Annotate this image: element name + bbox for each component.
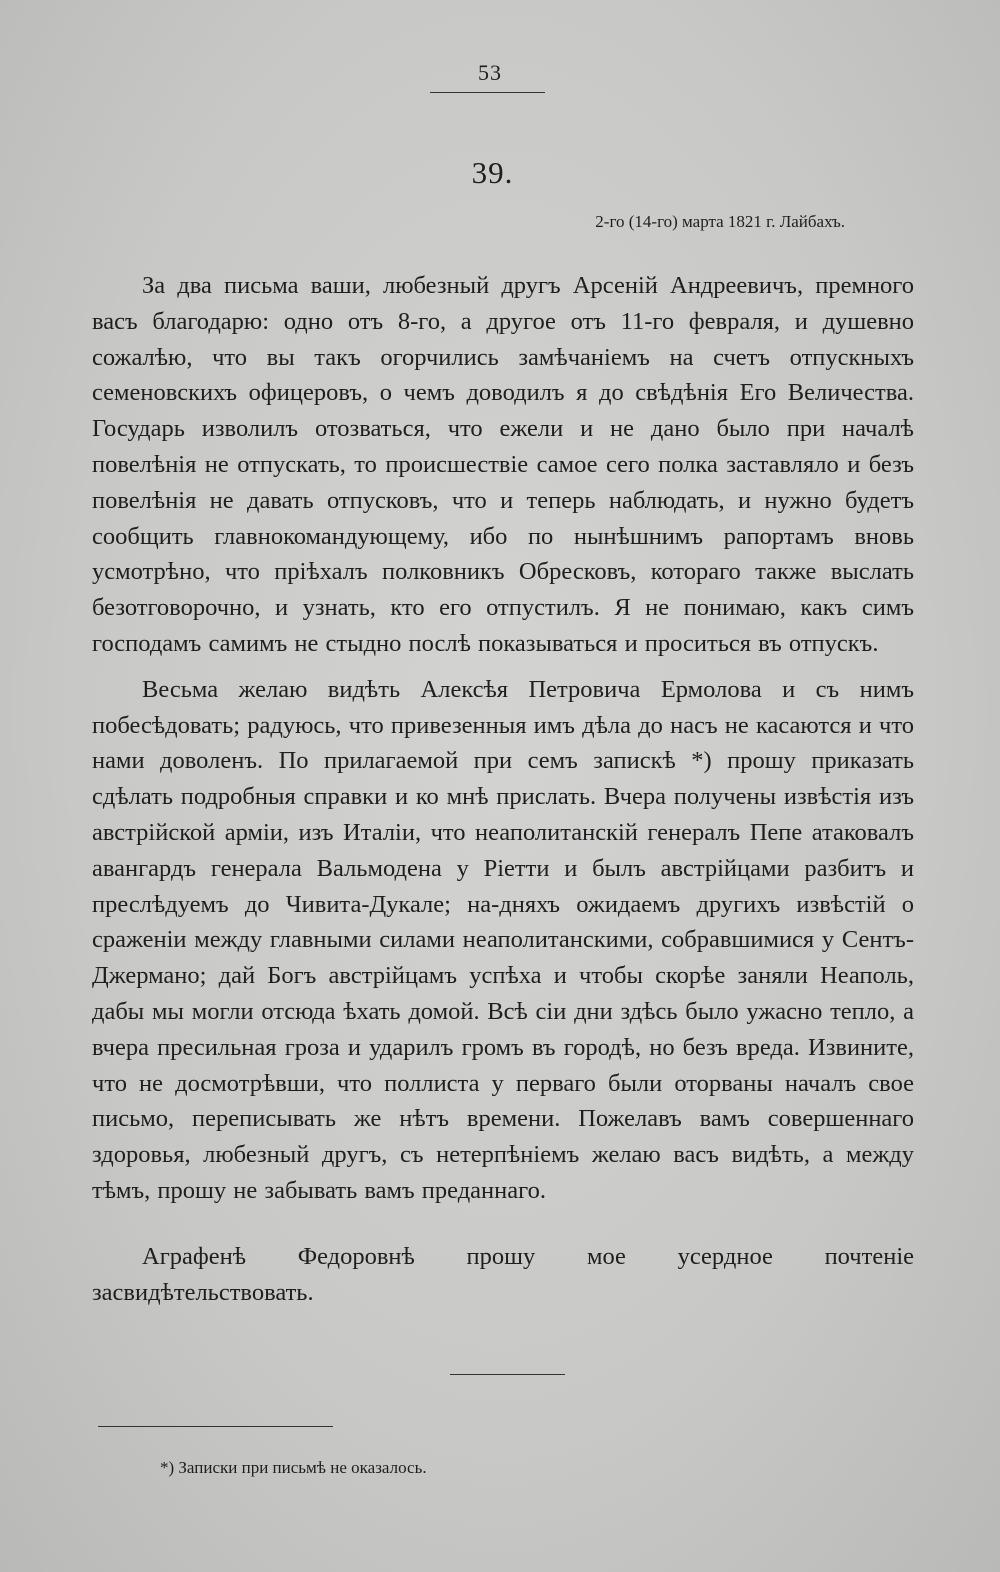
paragraph-1: За два письма ваши, любезный другъ Арсеній Андреевичъ, премного васъ благодарю: одно отъ 8-го, а другое отъ 11-го февраля, и душевно сожалѣю, что вы такъ огорчились замѣчаніемъ на счетъ отпускныхъ семеновскихъ офицеровъ, о чемъ доводилъ я до свѣдѣнія Его Величества. Государь изволилъ отозваться, что ежели и не дано было при началѣ повелѣнія не отпускать, то происшествіе самое сего полка заставляло и безъ повелѣнія не давать отпусковъ, что и теперь наблюдать, и нужно будетъ сообщить главнокомандующему, ибо по нынѣшнимъ рапортамъ вновь усмотрѣно, что пріѣхалъ полковникъ Обресковъ, котораго также выслать безотговорочно, и узнать, кто его отпустилъ. Я не понимаю, какъ симъ господамъ самимъ не стыдно послѣ показываться и проситься въ отпускъ. xyxy=(92,272,914,657)
footnote-rule xyxy=(98,1426,333,1427)
letter-body xyxy=(92,268,914,1310)
end-of-letter-rule xyxy=(450,1374,565,1375)
header-rule xyxy=(430,92,545,93)
page-number: 53 xyxy=(478,60,502,85)
paragraph-2: Весьма желаю видѣть Алексѣя Петровича Ермолова и съ нимъ побесѣдовать; радуюсь, что привезенныя имъ дѣла до насъ не касаются и что нами доволенъ. По прилагаемой при семъ запискѣ *) прошу приказать сдѣлать подробныя справки и ко мнѣ прислать. Вчера получены извѣстія изъ австрійской арміи, изъ Италіи, что неаполитанскій генералъ Пепе атаковалъ авангардъ генерала Вальмодена у Ріетти и былъ австрійцами разбитъ и преслѣдуемъ до Чивита-Дукале; на-дняхъ ожидаемъ другихъ извѣстій о сраженіи между главными силами неаполитанскими, собравшимися у Сентъ-Джермано; дай Богъ австрійцамъ успѣха и чтобы скорѣе заняли Неаполь, дабы мы могли отсюда ѣхать домой. Всѣ сіи дни здѣсь было ужасно тепло, а вчера пресильная гроза и ударилъ громъ въ городѣ, но безъ вреда. Извините, что не досмотрѣвши, что поллиста у перваго были оторваны началъ свое письмо, переписывать же нѣтъ времени. Пожелавъ вамъ совершеннаго здоровья, любезный другъ, съ нетерпѣніемъ желаю васъ видѣть, а между тѣмъ, прошу не забывать вамъ преданнаго. xyxy=(92,675,914,1204)
letter-number: 39. xyxy=(471,155,514,190)
footnote: *) Записки при письмѣ не оказалось. xyxy=(160,1458,427,1477)
letter-dateline: 2-го (14-го) марта 1821 г. Лайбахъ. xyxy=(595,212,845,231)
paragraph-3: Аграфенѣ Федоровнѣ прошу мое усердное почтеніе засвидѣтельствовать. xyxy=(92,1242,914,1306)
